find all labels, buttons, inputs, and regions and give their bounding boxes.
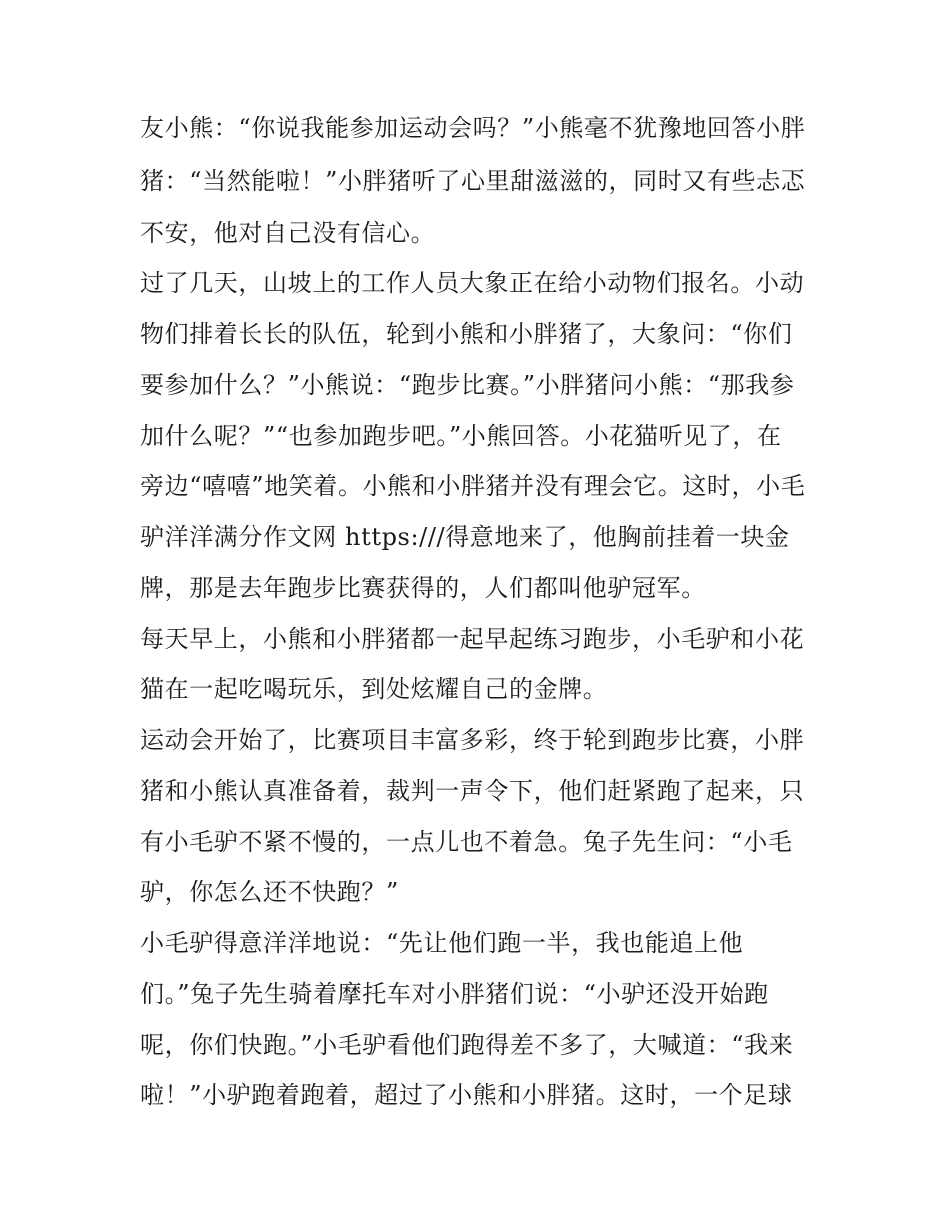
text-line: 猫在一起吃喝玩乐，到处炫耀自己的金牌。: [140, 675, 608, 703]
text-line: 过了几天，山坡上的工作人员大象正在给小动物们报名。小动: [140, 269, 805, 297]
text-line: 呢，你们快跑。”小毛驴看他们跑得差不多了，大喊道：“我来: [140, 1031, 794, 1059]
text-line: 有小毛驴不紧不慢的，一点儿也不着急。兔子先生问：“小毛: [140, 828, 793, 856]
text-line: 每天早上，小熊和小胖猪都一起早起练习跑步，小毛驴和小花: [140, 625, 805, 653]
text-line: 旁边“嘻嘻”地笑着。小熊和小胖猪并没有理会它。这时，小毛: [140, 472, 806, 500]
text-line: 友小熊：“你说我能参加运动会吗？”小熊毫不犹豫地回答小胖: [140, 114, 806, 142]
text-line: 猪：“当然能啦！”小胖猪听了心里甜滋滋的，同时又有些忐忑: [140, 167, 806, 195]
text-line: 物们排着长长的队伍，轮到小熊和小胖猪了，大象问：“你们: [140, 320, 793, 348]
text-line: 加什么呢？”“也参加跑步吧。”小熊回答。小花猫听见了，在: [140, 422, 782, 450]
text-line: 啦！”小驴跑着跑着，超过了小熊和小胖猪。这时，一个足球: [140, 1081, 793, 1109]
text-line: 运动会开始了，比赛项目丰富多彩，终于轮到跑步比赛，小胖: [140, 726, 805, 754]
text-line: 驴洋洋满分作文网 https:///得意地来了，他胸前挂着一块金: [140, 523, 790, 551]
text-line: 不安，他对自己没有信心。: [140, 219, 436, 247]
text-line: 们。”兔子先生骑着摩托车对小胖猪们说：“小驴还没开始跑: [140, 980, 769, 1008]
text-line: 小毛驴得意洋洋地说：“先让他们跑一半，我也能追上他: [140, 929, 744, 957]
text-line: 要参加什么？”小熊说：“跑步比赛。”小胖猪问小熊：“那我参: [140, 371, 795, 399]
text-line: 驴，你怎么还不快跑？”: [140, 878, 399, 906]
text-line: 牌，那是去年跑步比赛获得的，人们都叫他驴冠军。: [140, 574, 706, 602]
text-line: 猪和小熊认真准备着，裁判一声令下，他们赶紧跑了起来，只: [140, 777, 805, 805]
